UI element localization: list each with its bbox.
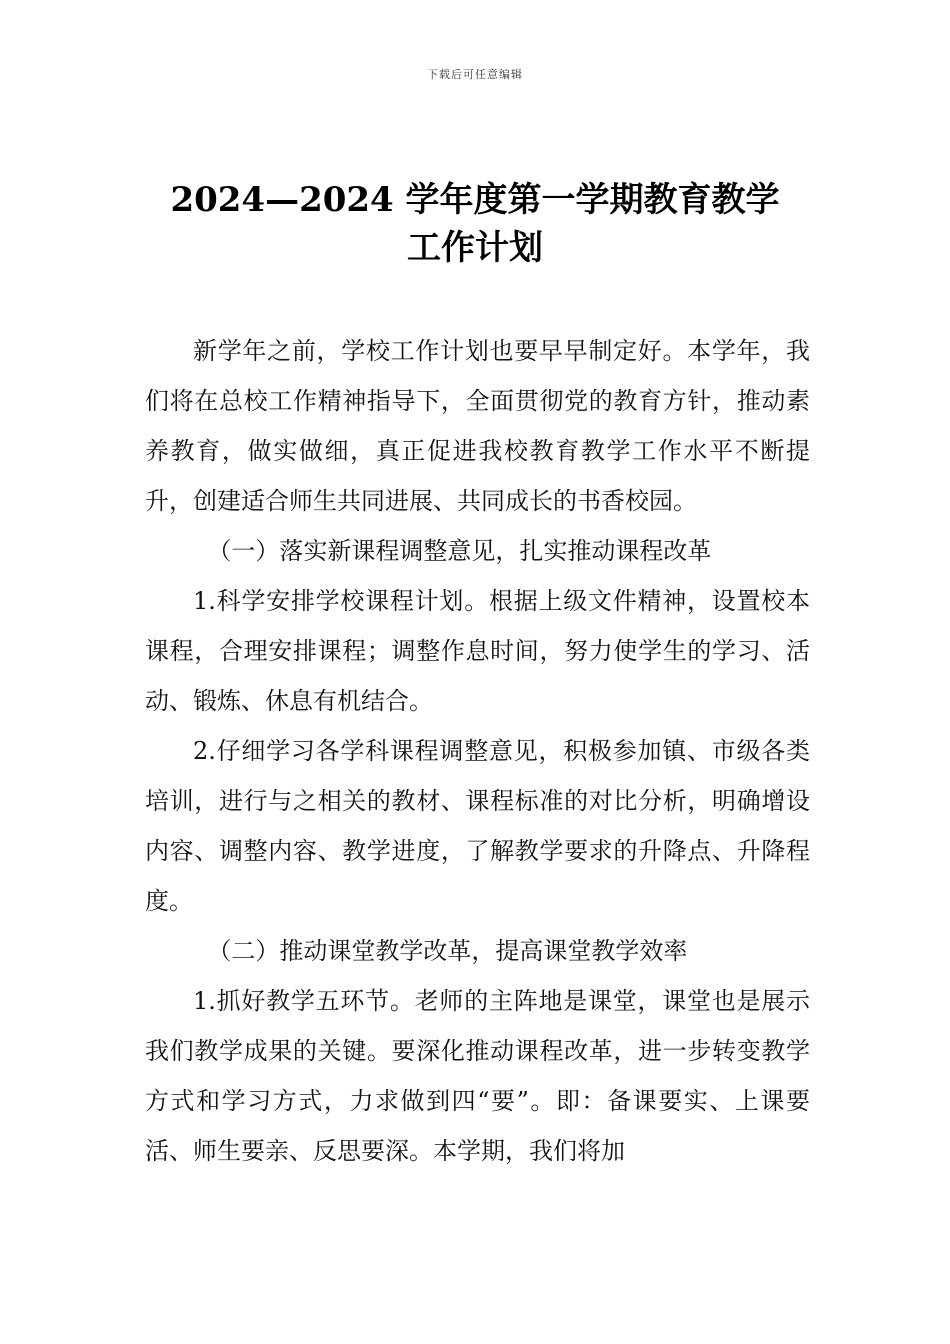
- document-title: [0, 176, 950, 272]
- page-header-note: 下载后可任意编辑: [427, 68, 523, 81]
- intro-paragraph: 新学年之前，学校工作计划也要早早制定好。本学年，我们将在总校工作精神指导下，全面贯彻党的教育方针，推动素养教育，做实做细，真正促进我校教育教学工作水平不断提升，创建适合师生共同进展、共同成长的书香校园。: [145, 337, 810, 515]
- section-1-heading: （一）落实新课程调整意见，扎实推动课程改革: [207, 537, 712, 565]
- title-line-1: 2024—2024 学年度第一学期教育教学: [170, 180, 780, 220]
- section-1-item-2: 2.仔细学习各学科课程调整意见，积极参加镇、市级各类培训，进行与之相关的教材、课程标准的对比分析，明确增设内容、调整内容、教学进度，了解教学要求的升降点、升降程度。: [145, 737, 810, 915]
- document-body: [145, 326, 810, 1176]
- section-2-item-1: 1.抓好教学五环节。老师的主阵地是课堂，课堂也是展示我们教学成果的关键。要深化推动课程改革，进一步转变教学方式和学习方式，力求做到四“要”。即：备课要实、上课要活、师生要亲、反思要深。本学期，我们将加: [145, 987, 810, 1165]
- title-line-2: 工作计划: [407, 228, 543, 268]
- section-1-item-1: 1.科学安排学校课程计划。根据上级文件精神，设置校本课程，合理安排课程；调整作息时间，努力使学生的学习、活动、锻炼、休息有机结合。: [145, 587, 810, 715]
- section-2-heading: （二）推动课堂教学改革，提高课堂教学效率: [207, 937, 688, 965]
